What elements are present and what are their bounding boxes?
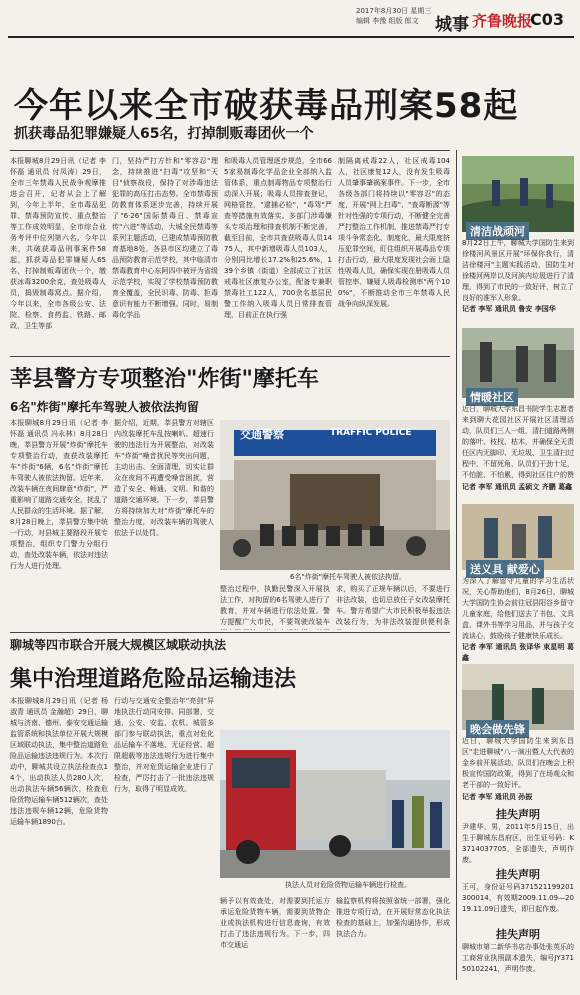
notice-title: 挂失声明	[496, 868, 540, 881]
sidebar-byline-4: 记者 李军 通讯员 孙振	[462, 793, 533, 801]
story2-subhead: 6名"炸街"摩托车驾驶人被依法拘留	[10, 400, 199, 414]
station-sign-en: TRAFFIC POLICE	[330, 428, 412, 438]
story2-photo	[220, 420, 450, 570]
hazmat-truck-inspection-photo	[220, 730, 450, 878]
divider	[10, 356, 450, 357]
story1-subhead: 抓获毒品犯罪嫌疑人65名，打掉制贩毒团伙一个	[14, 126, 314, 142]
sidebar-byline-3: 记者 李军 通讯员 张译华 束星明 葛鑫	[462, 643, 574, 662]
story1-column-1: 本报聊城8月29日讯（记者 李怀磊 通讯员 付凤涛）29日，全市三年禁毒人民战争观摩推进会召开，记者从会上了解到，今年上半年，全市毒品犯罪、禁毒预防宣传、重点整治等工作成效明显，全市综合业务考评中位列第六名。今年以来，共破获毒品刑事案件58起，抓获毒品犯罪嫌疑人65名，打掉制贩毒团伙一个，缴获冰毒3200余克，查处吸毒人员，捣毁制毒窝点。据介绍，今年以来，全市各级公安、法院、检察、食药监、铁路、邮政、卫生等部	[10, 157, 106, 330]
station-sign: 交通警察	[240, 428, 284, 441]
notice-text: 聊城市第二新华书店办事处张英乐的工商营业执照副本遗失，编号JY37150102241，声明作废。	[462, 943, 574, 973]
story1-headline: 今年以来全市破获毒品刑案58起	[14, 86, 519, 126]
story2-column-2: 据介绍，近期，莘县警方对辖区内改装摩托车乱按喇叭、超速行驶的违法行为开展整治，对改装车"炸街"噪音扰民等突出问题，主动出击、全面清理，切实让群众在夜间不再遭受噪音困扰，营造了安全、畅通、文明、和谐的道路交通环境。下一步，莘县警方将持续加大对"炸街"摩托车的整治力度，对改装车辆的驾驶人依法予以处罚。	[114, 419, 214, 537]
story1-column-4: 制隔离戒毒22人，社区戒毒104人，社区康复12人，没有发生吸毒人员肇事肇祸案事件。下一步，全市各级各部门将持续以"零容忍"的态度，开展"网上扫毒"、"查毒断源"等针对性强的专项行动，不断健全完善严打整治工作机制，推进禁毒严打专项斗争常态化、制度化，最大限度挤压犯罪空间，盯住组织开展毒品专项打击行动，最大限度发现社会面上隐性吸毒人员，确保实现在册吸毒人员管控率、嫌疑人吸毒检测率"两个100%"，不断推动全市三年禁毒人民战争向纵深发展。	[338, 157, 450, 308]
photo-label: 清洁战顽河	[466, 222, 529, 240]
notices-block	[462, 806, 574, 976]
newspaper-logo: 齐鲁晚报	[472, 12, 533, 30]
sidebar-photo-1	[462, 156, 574, 232]
story3-column-4: 输监察机构将按照省统一部署，强化推进专项行动，在开展好常态化执法检查的基础上，加强沟通协作，形成执法合力。	[336, 897, 450, 938]
divider	[10, 150, 450, 151]
divider	[10, 632, 450, 633]
story3-caption: 执法人员对危险货物运输车辆进行检查。	[285, 881, 411, 889]
photo-label: 送义具 献爱心	[466, 560, 544, 578]
notice-title: 挂失声明	[496, 808, 540, 821]
story2-column-1: 本报聊城8月29日讯（记者 李怀磊 通讯员 冯永林）8月28日晚，莘县警方开展"炸街"摩托车专项整治行动，查获改装摩托车"炸街"6辆，6名"炸街"摩托车驾驶人被依法拘留。近年来，改装车辆在夜间肆意"炸街"，严重影响了道路交通安全，扰乱了人民群众的生活环境。据了解，8月28日晚上，莘县警方集中统一行动，对县城主要路段开展专项整治，组织专门警力分组行动，查处改装车辆，依法对违法行为人进行处理。	[10, 419, 108, 570]
story3-column-2: 行动与交通安全整治年"亮剑"异地执法行动同安排、同部署，交通、公安、安监、农机、城管多部门参与联动执法，重点对危化品运输车不落地、无证经营、超限超载等违法违规行为进行集中整治，并对危货运输企业进行了检查，严厉打击了一批违法违规行为，取得了明显成效。	[114, 697, 214, 793]
notice-title: 挂失声明	[496, 928, 540, 941]
sidebar-text-3: 为深入了解留守儿童的学习生活状况，关心帮助他们，8月26日，聊城大学国防生协会前往冠县阳谷乡留守儿童家庭，给他们送去了书包、文具盒、课外书等学习用品，并与孩子交流谈心，鼓励孩子健康快乐成长。	[462, 577, 574, 640]
story3-headline: 集中治理道路危险品运输违法	[10, 667, 297, 692]
header-meta	[356, 6, 431, 26]
photo-label: 情暖社区	[466, 388, 518, 406]
section-name: 城事	[435, 15, 469, 35]
river-cleanup-photo	[462, 156, 574, 232]
story2-column-3: 整治过程中，执勤民警深入开展执法工作，对拘留的6名驾驶人进行了教育，并对车辆进行依法处置。警方提醒广大市民，不要驾驶改装车	[220, 585, 330, 626]
story1-column-3: 和吸毒人员管理逐步规范，全市665家易制毒化学品企业全部纳入监管体系，重点制毒物品专项整治行动深入开展；吸毒人员排查登记、网格管控，"逮捕必检"，"毒驾"严查等措施有效落实。多部门涉毒嫌头专项治理和排查机制不断完善，截至目前，全市共查获吸毒人员1475人，其中新增吸毒人员103人，分别同比增长17.2%和25.6%，139个乡镇（街道）全部成立了社区戒毒社区康复办公室，配备专兼职禁毒社工122人，700余名基层民警工作纳入吸毒人员日常排查管理，目前正在执行强	[224, 157, 332, 319]
header-rule	[8, 36, 574, 38]
traffic-police-station-photo	[220, 420, 450, 570]
sidebar-byline-1: 记者 李军 通讯员 鲁安 李国华	[462, 305, 556, 313]
sidebar-text-4: 近日，聊城大学国防生来到东昌区"走进聊城"八一演出暨人大代表的金乡前开展活动，队员们在晚会上积极宣传国防政策，得到了在场观众和老干部的一致好评。	[462, 737, 574, 789]
story3-photo	[220, 730, 450, 878]
story3-kicker: 聊城等四市联合开展大规模区域联动执法	[10, 638, 227, 652]
story2-caption: 6名"炸街"摩托车驾驶人被依法拘留。	[290, 573, 406, 581]
notice-text: 尹建华，男，2011年5月15日，出生于聊城东昌府区，出生证号码：K3714037705，全部遗失，声明作废。	[462, 823, 574, 864]
sidebar-divider	[456, 150, 457, 980]
story2-headline: 莘县警方专项整治"炸街"摩托车	[10, 367, 319, 392]
photo-label: 晚会做先锋	[466, 720, 529, 738]
story1-column-2: 门，坚持严打方针和"零容忍"理念，持续推进"扫毒"攻坚和"天目"侦察战役，保持了对涉毒违法犯罪的高压打击态势。全市禁毒预防教育体系逐步完善，持续开展了"6·26"国际禁毒日、禁毒宣传"六进"等活动，大城全民禁毒等系列主题活动，已建成禁毒预防教育基地8处，各县市区均建立了毒品预防教育示范学校，其中临清市禁毒教育中心东阿四中被评为省级示范学校，实现了学校禁毒预防教育全覆盖，全民识毒、防毒、拒毒意识有能力不断增强。同时，易制毒化学品	[112, 157, 218, 319]
story2-column-4: 求，购买了正规车辆以后，不要进行非法改装，也切忌放任子女改装摩托车。警方希望广大市民积极举报违法改装行为，为非法改装提供便利条	[336, 585, 450, 626]
story3-column-3: 辆予以有效查处，对需要到托运方承运危险货物车辆，需要到货物企业或执法机构进行信息查询，有效打击了违法违规行为。下一步，四市交通运	[220, 897, 330, 949]
sidebar-byline-2: 记者 李军 通讯员 孟硕文 齐鹏 葛鑫	[462, 483, 573, 491]
story3-column-1: 本报聊城8月29日讯（记者 杨淑青 通讯员 金瀚超）29日，聊城与济南、德州、泰安交通运输监管系统和执法单位开展大规模区域联动执法，集中整治道路危险品运输违法违规行为。本次行动中，聊城共设立执法检查点14个，出动执法人员280人次，出动执法车辆56辆次，检查危险货物运输车辆512辆次，查处违法违规车辆12辆，危险货物运输车辆1890台。	[10, 697, 108, 826]
date-line: 2017年8月30日 星期三	[356, 7, 432, 15]
sidebar-text-2: 近日，聊城大学东昌书院学生志愿者来到聊大花园社区开展社区清理活动，队员们三人一组，清扫道路两侧的落叶、枝杈、枯木，并确保全天责任区内无脚印、无垃圾、卫生清扫过程中，不留死角，队员们干劲十足，不怕脏、不怕累，得到社区住户的赞	[462, 405, 574, 479]
sidebar-text-1: 8月22日上午，聊城大学国防生来到徐楼河风景区开展"环保你我行，清洁徐楼河"主题实践活动，国防生对徐楼河两岸以及河滨内垃圾进行了清理，得到了市民的一致好评，树立了良好的准军人形象。	[462, 239, 574, 302]
editors-line: 编辑 李豫 组版 郎文	[356, 17, 419, 25]
page-number: C03	[530, 10, 565, 29]
notice-text: 王可，身份证号码371521199201300014，有效期2009.11.09—2019.11.09日遗失，即日起作废。	[462, 883, 574, 913]
